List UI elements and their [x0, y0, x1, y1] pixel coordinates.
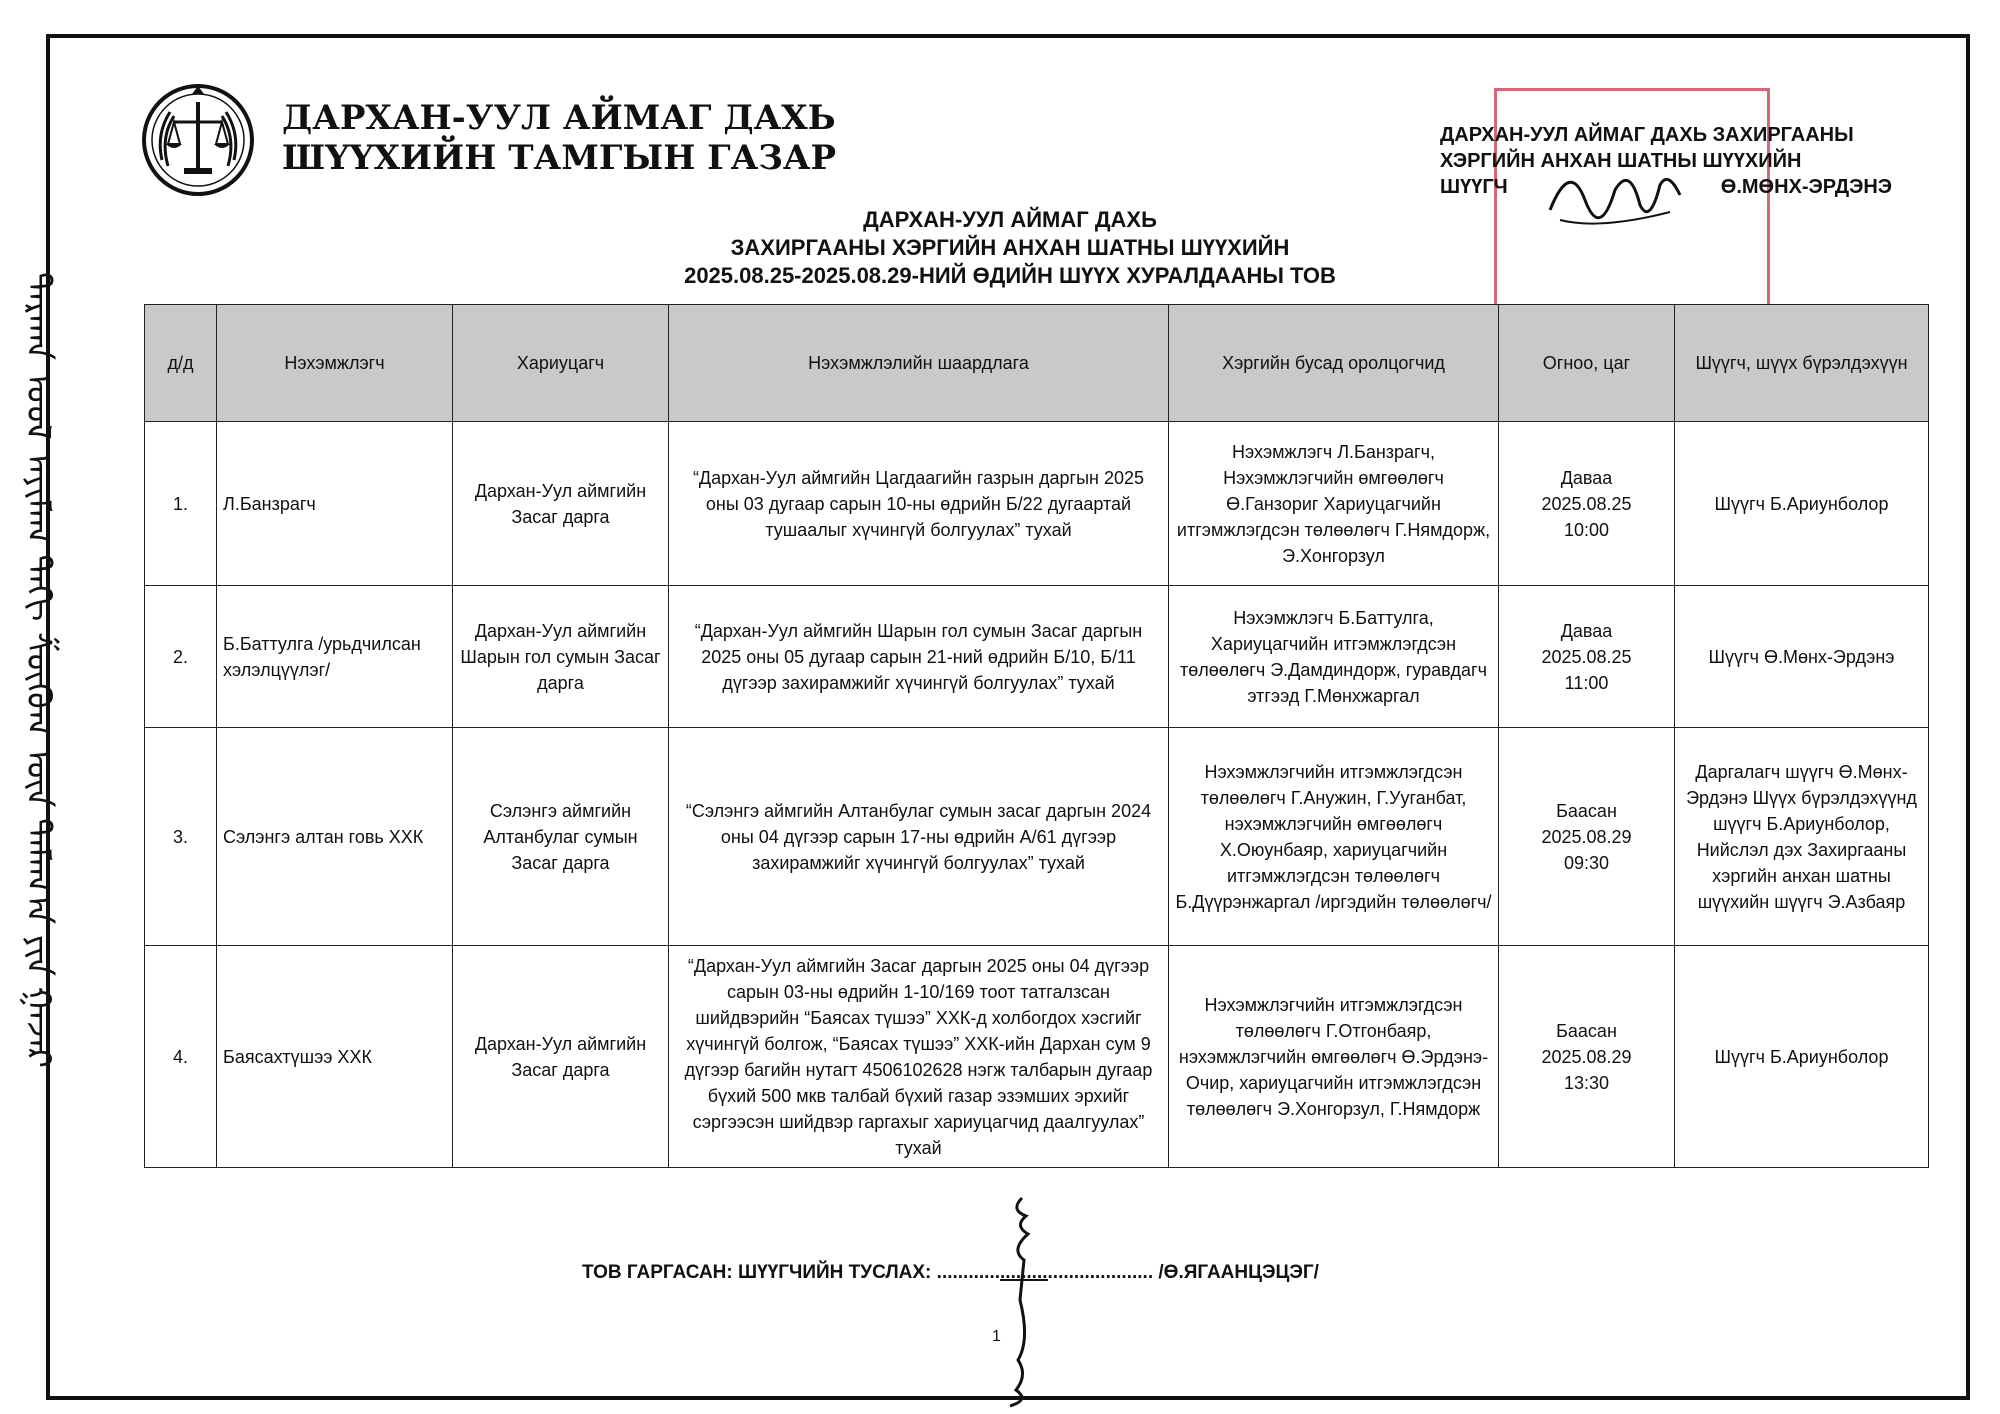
header-judge: Шүүгч, шүүх бүрэлдэхүүн	[1675, 305, 1929, 422]
table-row	[145, 946, 1929, 1168]
footer	[582, 1262, 1319, 1284]
header-participants: Хэргийн бусад оролцогчид	[1169, 305, 1499, 422]
table-row	[145, 586, 1929, 728]
row-plaintiff: Л.Банзрагч	[217, 422, 453, 586]
row-participants: Нэхэмжлэгчийн итгэмжлэгдсэн төлөөлөгч Г.Отгонбаяр, нэхэмжлэгчийн өмгөөлөгч Ө.Эрдэнэ-Очир, хариуцагчийн итгэмжлэгдсэн төлөөлөгч Э.Хонгорзул, Г.Нямдорж	[1169, 946, 1499, 1168]
court-name-line2: ШҮҮХИЙН ТАМГЫН ГАЗАР	[282, 138, 837, 178]
approval-line2: ХЭРГИЙН АНХАН ШАТНЫ ШҮҮХИЙН	[1440, 150, 1802, 172]
header-claim: Нэхэмжлэлийн шаардлага	[669, 305, 1169, 422]
mongolian-script-text: ᠳᠠᠷᠬᠠᠨ ᠤᠤᠯ ᠠᠶᠢᠮᠠᠭ ᠲᠠᠬᠢ ᠱᠦᠭᠦᠬ ᠦᠨ ᠲᠠᠮᠠᠭ᠎ᠠ ᠶᠢᠨ ᠭᠠᠵᠠᠷ	[18, 272, 58, 1068]
row-number: 2.	[145, 586, 217, 728]
row-judge: Шүүгч Б.Ариунболор	[1675, 422, 1929, 586]
header-number: д/д	[145, 305, 217, 422]
header-datetime: Огноо, цаг	[1499, 305, 1675, 422]
row-participants: Нэхэмжлэгч Л.Банзрагч, Нэхэмжлэгчийн өмгөөлөгч Ө.Ганзориг Хариуцагчийн итгэмжлэгдсэн төлөөлөгч Г.Нямдорж, Э.Хонгорзул	[1169, 422, 1499, 586]
footer-name: /Ө.ЯГААНЦЭЦЭГ/	[1158, 1262, 1319, 1283]
row-number: 3.	[145, 728, 217, 946]
row-day: Баасан	[1556, 800, 1617, 821]
page-number: 1	[992, 1328, 1001, 1345]
hearing-schedule-table	[144, 304, 1929, 1168]
row-date: 2025.08.29	[1541, 1046, 1632, 1067]
row-plaintiff: Б.Баттулга /урьдчилсан хэлэлцүүлэг/	[217, 586, 453, 728]
row-judge: Шүүгч Б.Ариунболор	[1675, 946, 1929, 1168]
document-title	[560, 206, 1460, 290]
assistant-signature	[970, 1190, 1070, 1410]
header-defendant: Хариуцагч	[453, 305, 669, 422]
mongolian-script-margin	[8, 190, 68, 1150]
court-name	[282, 98, 836, 178]
row-datetime	[1499, 946, 1675, 1168]
row-judge: Шүүгч Ө.Мөнх-Эрдэнэ	[1675, 586, 1929, 728]
row-day: Даваа	[1560, 467, 1613, 488]
row-defendant: Дархан-Уул аймгийн Засаг дарга	[453, 422, 669, 586]
row-participants: Нэхэмжлэгчийн итгэмжлэгдсэн төлөөлөгч Г.Анужин, Г.Ууганбат, нэхэмжлэгчийн өмгөөлөгч Х.Оюунбаяр, хариуцагчийн итгэмжлэгдсэн төлөөлөгч Б.Дүүрэнжаргал /иргэдийн төлөөлөгч/	[1169, 728, 1499, 946]
judge-signature	[1540, 150, 1690, 240]
row-plaintiff: Баясахтүшээ ХХК	[217, 946, 453, 1168]
row-time: 13:30	[1563, 1072, 1610, 1093]
row-datetime	[1499, 422, 1675, 586]
row-date: 2025.08.29	[1541, 826, 1632, 847]
row-time: 11:00	[1564, 672, 1609, 693]
row-number: 1.	[145, 422, 217, 586]
header-plaintiff: Нэхэмжлэгч	[217, 305, 453, 422]
title-line2: ЗАХИРГААНЫ ХЭРГИЙН АНХАН ШАТНЫ ШҮҮХИЙН	[730, 235, 1290, 260]
table-row	[145, 422, 1929, 586]
row-defendant: Сэлэнгэ аймгийн Алтанбулаг сумын Засаг дарга	[453, 728, 669, 946]
row-participants: Нэхэмжлэгч Б.Баттулга, Хариуцагчийн итгэмжлэгдсэн төлөөлөгч Э.Дамдиндорж, гуравдагч этгээд Г.Мөнхжаргал	[1169, 586, 1499, 728]
row-datetime	[1499, 586, 1675, 728]
row-claim: “Дархан-Уул аймгийн Засаг даргын 2025 оны 04 дүгээр сарын 03-ны өдрийн 1-10/169 тоот татгалзсан шийдвэрийн “Баясах түшээ” ХХК-д холбогдох хэсгийг хүчингүй болгож, “Баясах түшээ” ХХК-ийн Дархан сум 9 дүгээр багийн нутагт 4506102628 нэгж талбарын дугаар бүхий 500 мкв талбай бүхий газар эзэмших эрхийг сэргээсэн шийдвэр гаргахыг хариуцагчид даалгуулах” тухай	[669, 946, 1169, 1168]
court-emblem-icon	[140, 82, 256, 198]
row-defendant: Дархан-Уул аймгийн Засаг дарга	[453, 946, 669, 1168]
row-date: 2025.08.25	[1541, 493, 1632, 514]
row-claim: “Дархан-Уул аймгийн Цагдаагийн газрын даргын 2025 оны 03 дугаар сарын 10-ны өдрийн Б/22 дугаартай тушаалыг хүчингүй болгуулах” тухай	[669, 422, 1169, 586]
row-datetime	[1499, 728, 1675, 946]
row-plaintiff: Сэлэнгэ алтан говь ХХК	[217, 728, 453, 946]
title-line3: 2025.08.25-2025.08.29-НИЙ ӨДИЙН ШҮҮХ ХУРАЛДААНЫ ТОВ	[684, 263, 1336, 288]
row-day: Даваа	[1560, 620, 1613, 641]
row-date: 2025.08.25	[1541, 646, 1632, 667]
approval-role: ШҮҮГЧ	[1440, 176, 1508, 198]
row-time: 10:00	[1563, 519, 1610, 540]
footer-label: ТОВ ГАРГАСАН: ШҮҮГЧИЙН ТУСЛАХ: .........................................	[582, 1262, 1154, 1283]
row-claim: “Сэлэнгэ аймгийн Алтанбулаг сумын засаг даргын 2024 оны 04 дүгээр сарын 17-ны өдрийн А/61 дүгээр захирамжийг хүчингүй болгуулах” тухай	[669, 728, 1169, 946]
row-time: 09:30	[1563, 852, 1610, 873]
title-line1: ДАРХАН-УУЛ АЙМАГ ДАХЬ	[863, 207, 1157, 232]
row-judge: Даргалагч шүүгч Ө.Мөнх-Эрдэнэ Шүүх бүрэлдэхүүнд шүүгч Б.Ариунболор, Нийслэл дэх Захиргааны хэргийн анхан шатны шүүхийн шүүгч Э.Азбаяр	[1675, 728, 1929, 946]
row-number: 4.	[145, 946, 217, 1168]
table-row	[145, 728, 1929, 946]
row-day: Баасан	[1556, 1020, 1617, 1041]
table-header-row	[145, 305, 1929, 422]
row-claim: “Дархан-Уул аймгийн Шарын гол сумын Засаг даргын 2025 оны 05 дугаар сарын 21-ний өдрийн Б/10, Б/11 дүгээр захирамжийг хүчингүй болгуулах” тухай	[669, 586, 1169, 728]
approval-name: Ө.МӨНХ-ЭРДЭНЭ	[1720, 176, 1892, 198]
approval-line1: ДАРХАН-УУЛ АЙМАГ ДАХЬ ЗАХИРГААНЫ	[1440, 124, 1854, 146]
row-defendant: Дархан-Уул аймгийн Шарын гол сумын Засаг дарга	[453, 586, 669, 728]
court-name-line1: ДАРХАН-УУЛ АЙМАГ ДАХЬ	[282, 98, 836, 138]
